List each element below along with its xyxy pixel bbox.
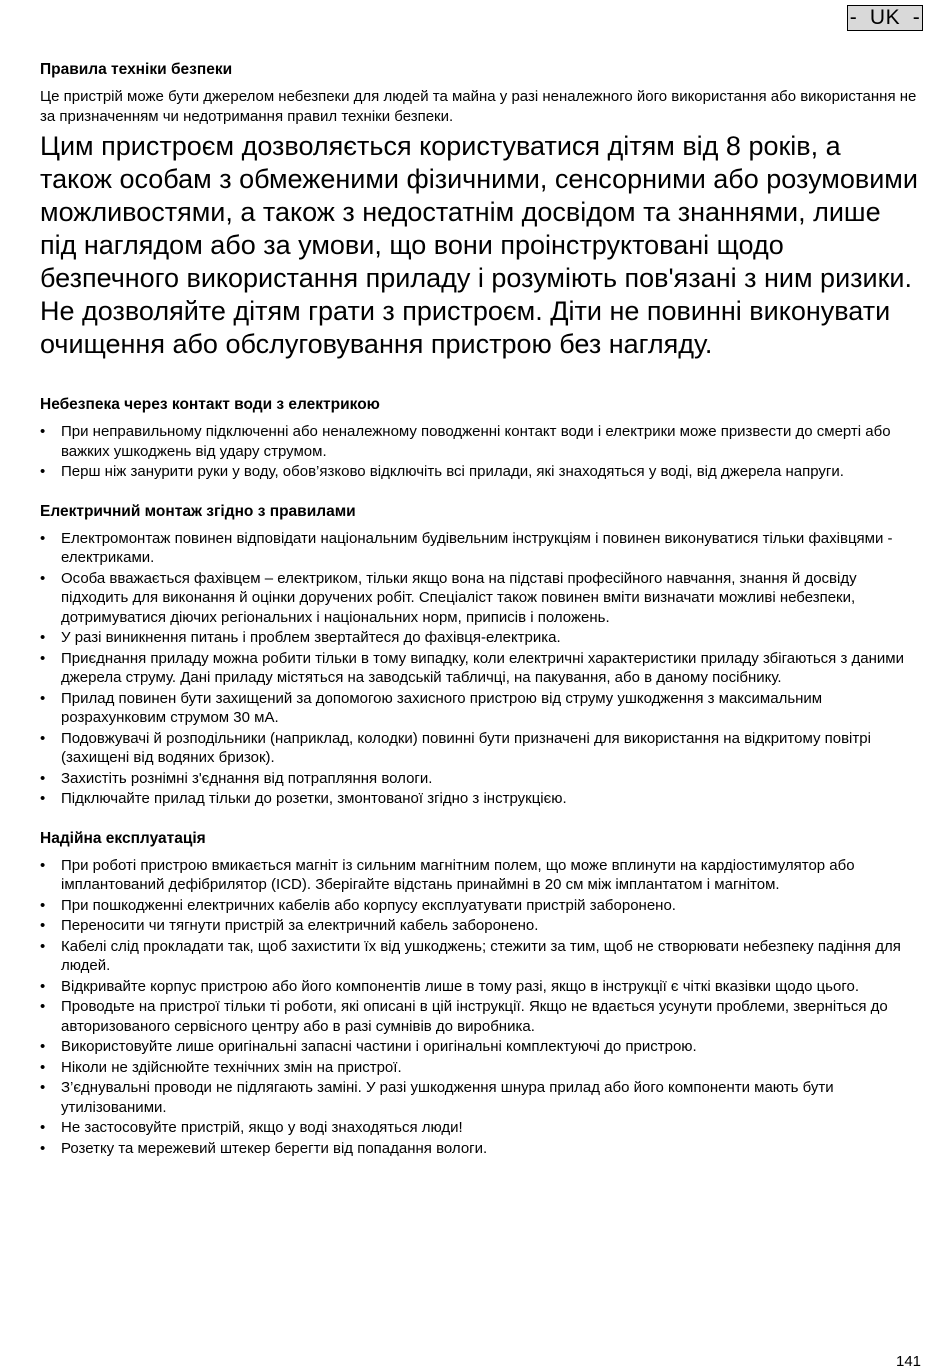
intro-paragraph: Це пристрій може бути джерелом небезпеки для людей та майна у разі неналежного його використання або використання не за призначенням чи недотримання правил техніки безпеки. — [40, 88, 917, 125]
water-electricity-section — [40, 395, 920, 482]
list-item: • Приєднання приладу можна робити тільки в тому випадку, коли електричні характеристики приладу збігаються з даними джерела струму. Дані приладу містяться на заводській табличці, на пакування, або в даному посібнику. — [40, 649, 920, 688]
list-item: • Переносити чи тягнути пристрій за електричний кабель заборонено. — [40, 916, 920, 936]
list-item: • Подовжувачі й розподільники (наприклад, колодки) повинні бути призначені для використання на відкритому повітрі (захищені від водяних бризок). — [40, 729, 920, 768]
list-item: • При пошкодженні електричних кабелів або корпусу експлуатувати пристрій заборонено. — [40, 896, 920, 916]
page-number: 141 — [896, 1353, 922, 1370]
bullet-list — [40, 856, 920, 1159]
list-item: • Ніколи не здійснюйте технічних змін на пристрої. — [40, 1058, 920, 1078]
list-item: • При неправильному підключенні або неналежному поводженні контакт води і електрики може призвести до смерті або важких ушкоджень від удару струмом. — [40, 422, 920, 461]
safe-operation-section — [40, 829, 920, 1159]
electrical-installation-section — [40, 502, 920, 809]
list-item: • Розетку та мережевий штекер берегти від попадання вологи. — [40, 1139, 920, 1159]
bullet-list — [40, 422, 920, 482]
section-title: Небезпека через контакт води з електрикою — [40, 396, 380, 413]
section-title: Правила техніки безпеки — [40, 61, 233, 78]
safety-rules-section — [40, 60, 920, 361]
list-item: • Перш ніж занурити руки у воду, обов’язково відключіть всі прилади, які знаходяться у воді, від джерела напруги. — [40, 462, 920, 482]
list-item: • Кабелі слід прокладати так, щоб захистити їх від ушкоджень; стежити за тим, щоб не створювати небезпеку падіння для людей. — [40, 937, 920, 976]
list-item: • Підключайте прилад тільки до розетки, змонтованої згідно з інструкцією. — [40, 789, 920, 809]
children-warning-paragraph: Цим пристроєм дозволяється користуватися дітям від 8 років, а також особам з обмеженими фізичними, сенсорними або розумовими можливостями, а також з недостатнім досвідом та знаннями, лише під наглядом або за умови, що вони проінструктовані щодо безпечного використання приладу і розуміють пов'язані з ним ризики. Не дозволяйте дітям грати з пристроєм. Діти не повинні виконувати очищення або обслуговування пристрою без нагляду. — [40, 131, 918, 359]
section-title: Надійна експлуатація — [40, 829, 206, 847]
list-item: • Проводьте на пристрої тільки ті роботи, які описані в цій інструкції. Якщо не вдається усунути проблеми, зверніться до авторизованого сервісного центру або в разі сумнівів до виробника. — [40, 997, 920, 1036]
list-item: • Відкривайте корпус пристрою або його компонентів лише в тому разі, якщо в інструкції є чіткі вказівки щодо цього. — [40, 977, 920, 997]
list-item: • Особа вважається фахівцем – електриком, тільки якщо вона на підставі професійного навчання, знання й досвіду підходить для виконання й оцінки доручених робіт. Спеціаліст також повинен вміти визначати можливі небезпеки, дотримуватися діючих регіональних і національних норм, приписів і положень. — [40, 569, 920, 628]
list-item: • У разі виникнення питань і проблем звертайтеся до фахівця-електрика. — [40, 628, 920, 648]
list-item: • Прилад повинен бути захищений за допомогою захисного пристрою від струму ушкодження з максимальним розрахунковим струмом 30 мА. — [40, 689, 920, 728]
list-item: • З’єднувальні проводи не підлягають заміні. У разі ушкодження шнура прилад або його компоненти мають бути утилізованими. — [40, 1078, 920, 1117]
bullet-list — [40, 529, 920, 809]
list-item: • Електромонтаж повинен відповідати національним будівельним інструкціям і повинен виконуватися тільки фахівцями - електриками. — [40, 529, 920, 568]
list-item: • Захистіть рознімні з'єднання від потрапляння вологи. — [40, 769, 920, 789]
section-title: Електричний монтаж згідно з правилами — [40, 502, 356, 520]
list-item: • При роботі пристрою вмикається магніт із сильним магнітним полем, що може вплинути на кардіостимулятор або імплантований дефібрилятор (ICD). Зберігайте відстань принаймні в 20 см між імплантатом і магнітом. — [40, 856, 920, 895]
list-item: • Не застосовуйте пристрій, якщо у воді знаходяться люди! — [40, 1118, 920, 1138]
list-item: • Використовуйте лише оригінальні запасні частини і оригінальні комплектуючі до пристрою. — [40, 1037, 920, 1057]
language-tag: - UK - — [847, 5, 923, 31]
document-body — [40, 60, 920, 1159]
